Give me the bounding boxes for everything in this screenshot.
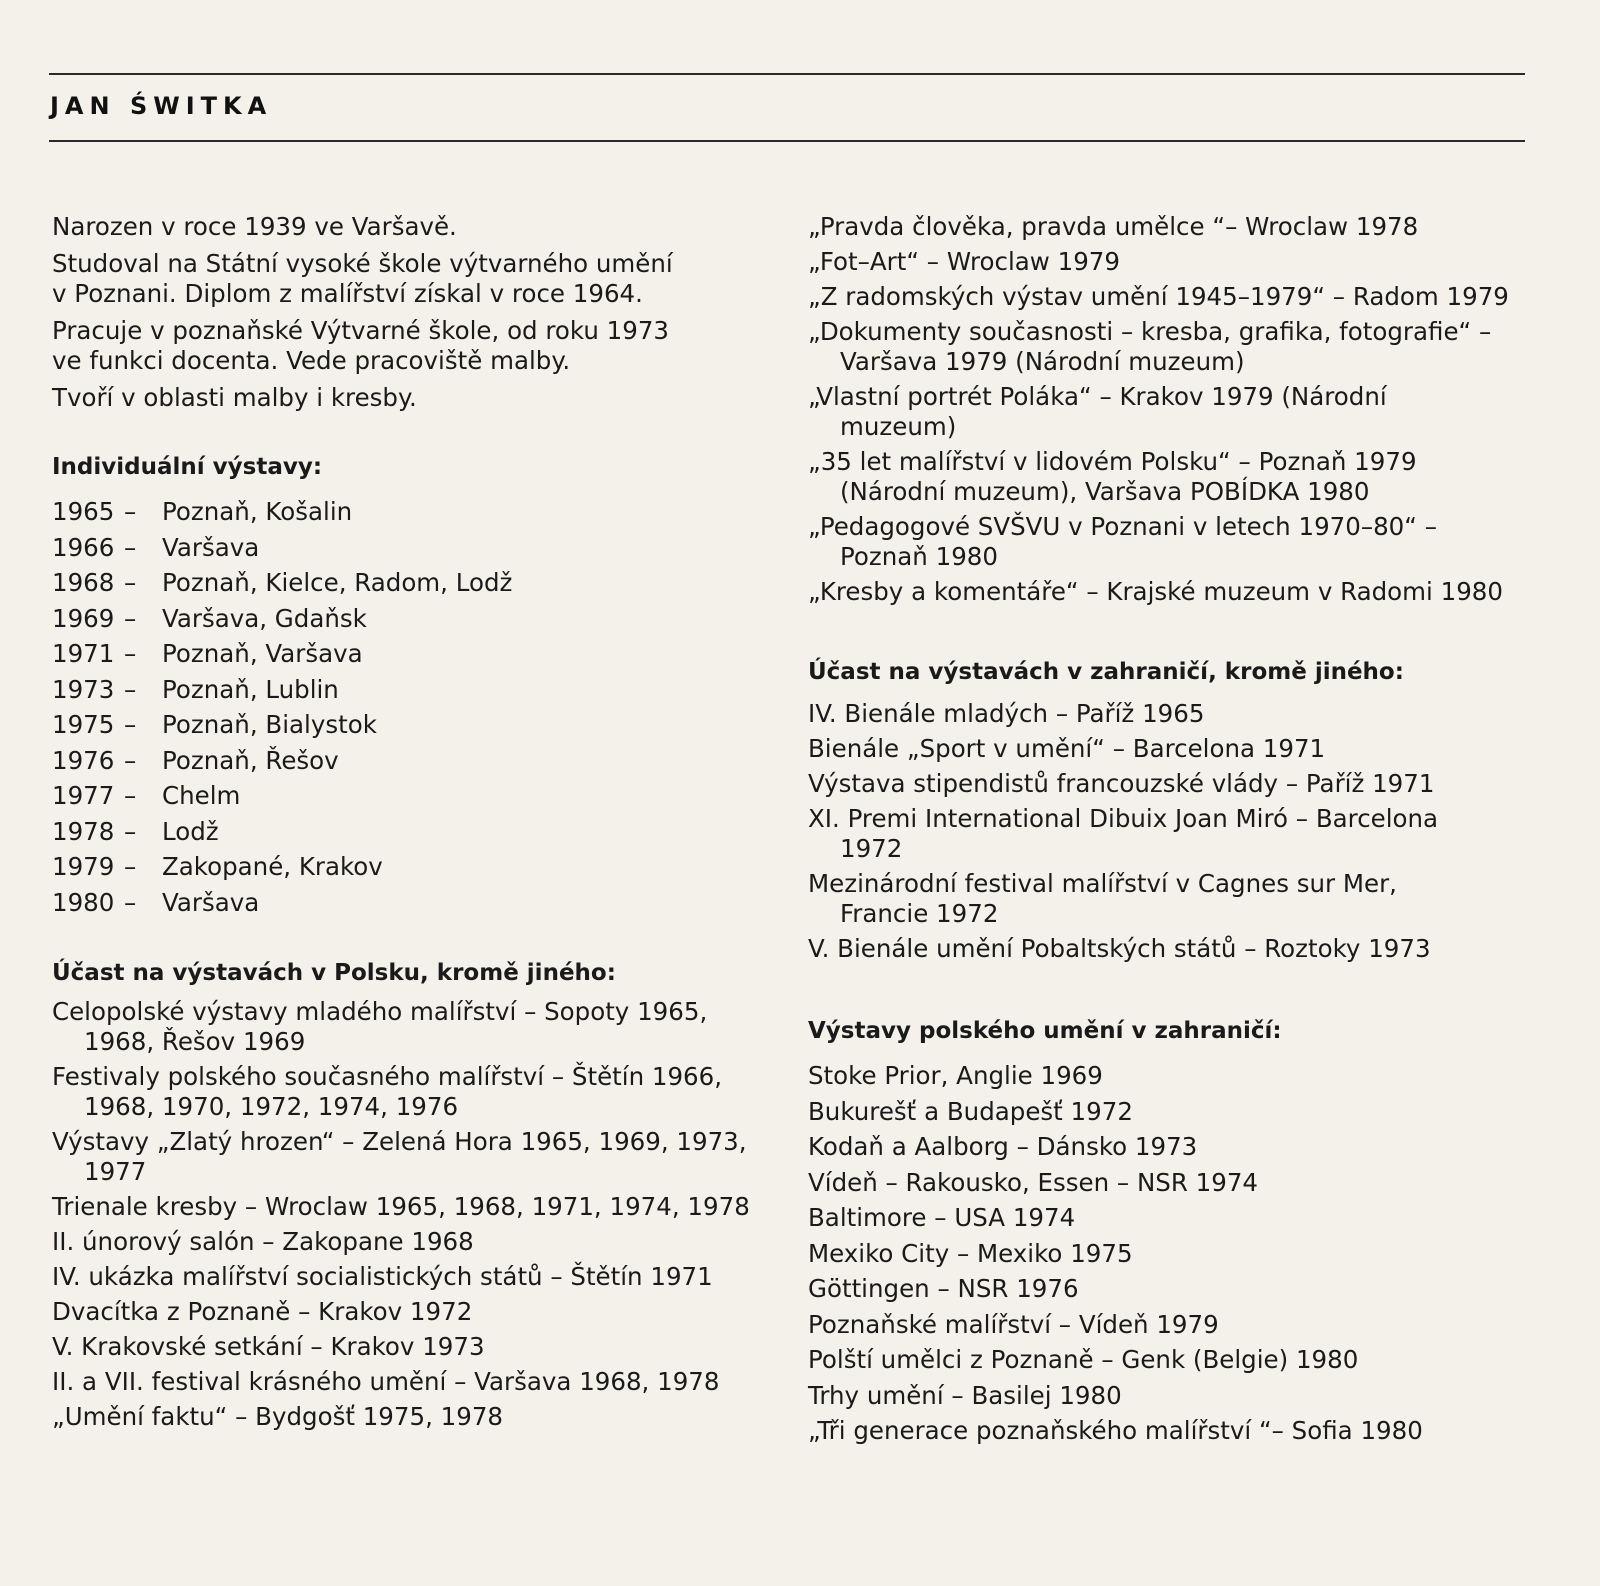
list-item: Celopolské výstavy mladého malířství – Sopoty 1965, 1968, Řešov 1969 [52, 997, 708, 1056]
exhibition-row [52, 849, 782, 885]
exhibition-row [52, 601, 782, 637]
bio-study: Studoval na Státní vysoké škole výtvarného umění v Poznani. Diplom z malířství získal v roce 1964. [52, 249, 673, 308]
exhibition-year: 1978 [52, 816, 115, 846]
exhibition-year: 1973 [52, 674, 115, 704]
list-item: Mezinárodní festival malířství v Cagnes sur Mer, Francie 1972 [808, 869, 1397, 928]
exhibition-year: 1971 [52, 639, 115, 668]
list-item: Polští umělci z Poznaně – Genk (Belgie) 1980 [808, 1345, 1359, 1374]
exhibition-row [52, 672, 782, 708]
bio-work: Pracuje v poznaňské Výtvarné škole, od roku 1973 ve funkci docenta. Vede pracoviště malby. [52, 316, 670, 375]
exhibition-year: 1979 [52, 852, 115, 881]
exhibition-year: 1975 [52, 710, 115, 739]
exhibition-place: Zakopané, Krakov [162, 852, 383, 881]
exhibition-row [52, 565, 782, 601]
exhibition-row [52, 636, 782, 672]
exhibition-dash: – [124, 674, 137, 704]
exhibition-dash: – [124, 781, 137, 810]
individual-heading: Individuální výstavy: [52, 454, 323, 480]
polish-art-abroad-list [808, 1058, 1548, 1449]
exhibition-year: 1977 [52, 781, 115, 810]
exhibition-row [52, 707, 782, 743]
poland-heading: Účast na výstavách v Polsku, kromě jiného: [52, 960, 616, 986]
exhibition-year: 1968 [52, 568, 115, 597]
list-item: „Dokumenty současnosti – kresba, grafika, fotografie“ – Varšava 1979 (Národní muzeum) [808, 317, 1492, 376]
list-item: „Tři generace poznaňského malířství “– Sofia 1980 [808, 1416, 1423, 1445]
exhibition-dash: – [124, 568, 137, 597]
list-item: „Vlastní portrét Poláka“ – Krakov 1979 (Národní muzeum) [808, 382, 1387, 441]
exhibition-dash: – [124, 710, 137, 739]
exhibition-place: Poznaň, Lublin [162, 674, 339, 704]
exhibition-place: Poznaň, Kielce, Radom, Lodž [162, 568, 513, 597]
exhibition-dash: – [124, 639, 137, 668]
list-item: Göttingen – NSR 1976 [808, 1274, 1079, 1303]
exhibition-place: Chelm [162, 781, 241, 810]
list-item: Kodaň a Aalborg – Dánsko 1973 [808, 1132, 1198, 1161]
list-item: Výstava stipendistů francouzské vlády – Paříž 1971 [808, 769, 1435, 798]
exhibition-year: 1969 [52, 603, 115, 633]
list-item: IV. ukázka malířství socialistických států – Štětín 1971 [52, 1262, 713, 1291]
list-item: „Kresby a komentáře“ – Krajské muzeum v Radomi 1980 [808, 577, 1503, 606]
exhibition-year: 1980 [52, 887, 115, 917]
exhibition-dash: – [124, 603, 137, 633]
exhibition-row [52, 743, 782, 779]
list-item: „Umění faktu“ – Bydgošť 1975, 1978 [52, 1402, 504, 1431]
exhibition-year: 1966 [52, 532, 115, 562]
list-item: Bienále „Sport v umění“ – Barcelona 1971 [808, 734, 1326, 763]
exhibition-dash: – [124, 532, 137, 562]
list-item: Baltimore – USA 1974 [808, 1203, 1076, 1232]
exhibition-place: Varšava [162, 887, 260, 917]
list-item: Trhy umění – Basilej 1980 [808, 1380, 1122, 1410]
exhibition-place: Varšava, Gdaňsk [162, 603, 367, 633]
exhibition-place: Poznaň, Řešov [162, 745, 339, 775]
biography [52, 212, 782, 413]
exhibition-place: Varšava [162, 532, 260, 562]
artist-name: JAN ŚWITKA [50, 92, 273, 120]
exhibition-year: 1965 [52, 497, 115, 526]
list-item: V. Bienále umění Pobaltských států – Roztoky 1973 [808, 934, 1431, 963]
exhibition-dash: – [124, 887, 137, 917]
list-item: Výstavy „Zlatý hrozen“ – Zelená Hora 1965, 1969, 1973, 1977 [52, 1127, 747, 1186]
exhibition-place: Poznaň, Bialystok [162, 710, 377, 739]
top-rule [49, 73, 1525, 75]
exhibition-place: Poznaň, Varšava [162, 639, 363, 668]
exhibition-year: 1976 [52, 745, 115, 775]
list-item: V. Krakovské setkání – Krakov 1973 [52, 1332, 485, 1361]
list-item: Vídeň – Rakousko, Essen – NSR 1974 [808, 1167, 1258, 1197]
list-item: Mexiko City – Mexiko 1975 [808, 1238, 1133, 1268]
poland-exhibitions-list [52, 997, 782, 1432]
exhibition-row [52, 494, 782, 530]
header-bottom-rule [49, 140, 1525, 142]
list-item: Festivaly polského současného malířství – Štětín 1966, 1968, 1970, 1972, 1974, 1976 [52, 1062, 723, 1121]
list-item: Stoke Prior, Anglie 1969 [808, 1061, 1103, 1090]
exhibition-dash: – [124, 816, 137, 846]
right-column [808, 212, 1548, 1449]
exhibition-row [52, 778, 782, 814]
exhibition-row [52, 530, 782, 566]
list-item: Poznaňské malířství – Vídeň 1979 [808, 1309, 1219, 1339]
list-item: „Z radomských výstav umění 1945–1979“ – Radom 1979 [808, 282, 1509, 311]
abroad-exhibitions-list [808, 699, 1548, 964]
list-item: II. únorový salón – Zakopane 1968 [52, 1227, 474, 1256]
list-item: „35 let malířství v lidovém Polsku“ – Poznaň 1979 (Národní muzeum), Varšava POBÍDKA 1980 [808, 447, 1417, 506]
list-item: „Fot–Art“ – Wroclaw 1979 [808, 247, 1120, 276]
exhibition-place: Poznaň, Košalin [162, 497, 353, 526]
left-column [52, 212, 782, 1437]
exhibition-row [52, 885, 782, 921]
exhibition-row [52, 814, 782, 850]
poland-exhibitions-continued-list [808, 212, 1548, 607]
bio-birth: Narozen v roce 1939 ve Varšavě. [52, 212, 457, 241]
abroad-heading: Účast na výstavách v zahraničí, kromě jiného: [808, 659, 1404, 685]
list-item: Trienale kresby – Wroclaw 1965, 1968, 1971, 1974, 1978 [52, 1192, 750, 1221]
list-item: „Pedagogové SVŠVU v Poznani v letech 1970–80“ – Poznaň 1980 [808, 512, 1437, 571]
bio-field: Tvoří v oblasti malby i kresby. [52, 383, 417, 412]
list-item: IV. Bienále mladých – Paříž 1965 [808, 699, 1205, 728]
polish-abroad-heading: Výstavy polského umění v zahraničí: [808, 1018, 1282, 1044]
list-item: „Pravda člověka, pravda umělce “– Wroclaw 1978 [808, 212, 1419, 241]
individual-exhibitions-list [52, 494, 782, 920]
exhibition-dash: – [124, 852, 137, 881]
list-item: II. a VII. festival krásného umění – Varšava 1968, 1978 [52, 1367, 720, 1396]
list-item: XI. Premi International Dibuix Joan Miró – Barcelona 1972 [808, 804, 1439, 863]
exhibition-place: Lodž [162, 816, 219, 846]
list-item: Dvacítka z Poznaně – Krakov 1972 [52, 1297, 473, 1326]
exhibition-dash: – [124, 745, 137, 775]
exhibition-dash: – [124, 497, 137, 526]
list-item: Bukurešť a Budapešť 1972 [808, 1096, 1133, 1126]
